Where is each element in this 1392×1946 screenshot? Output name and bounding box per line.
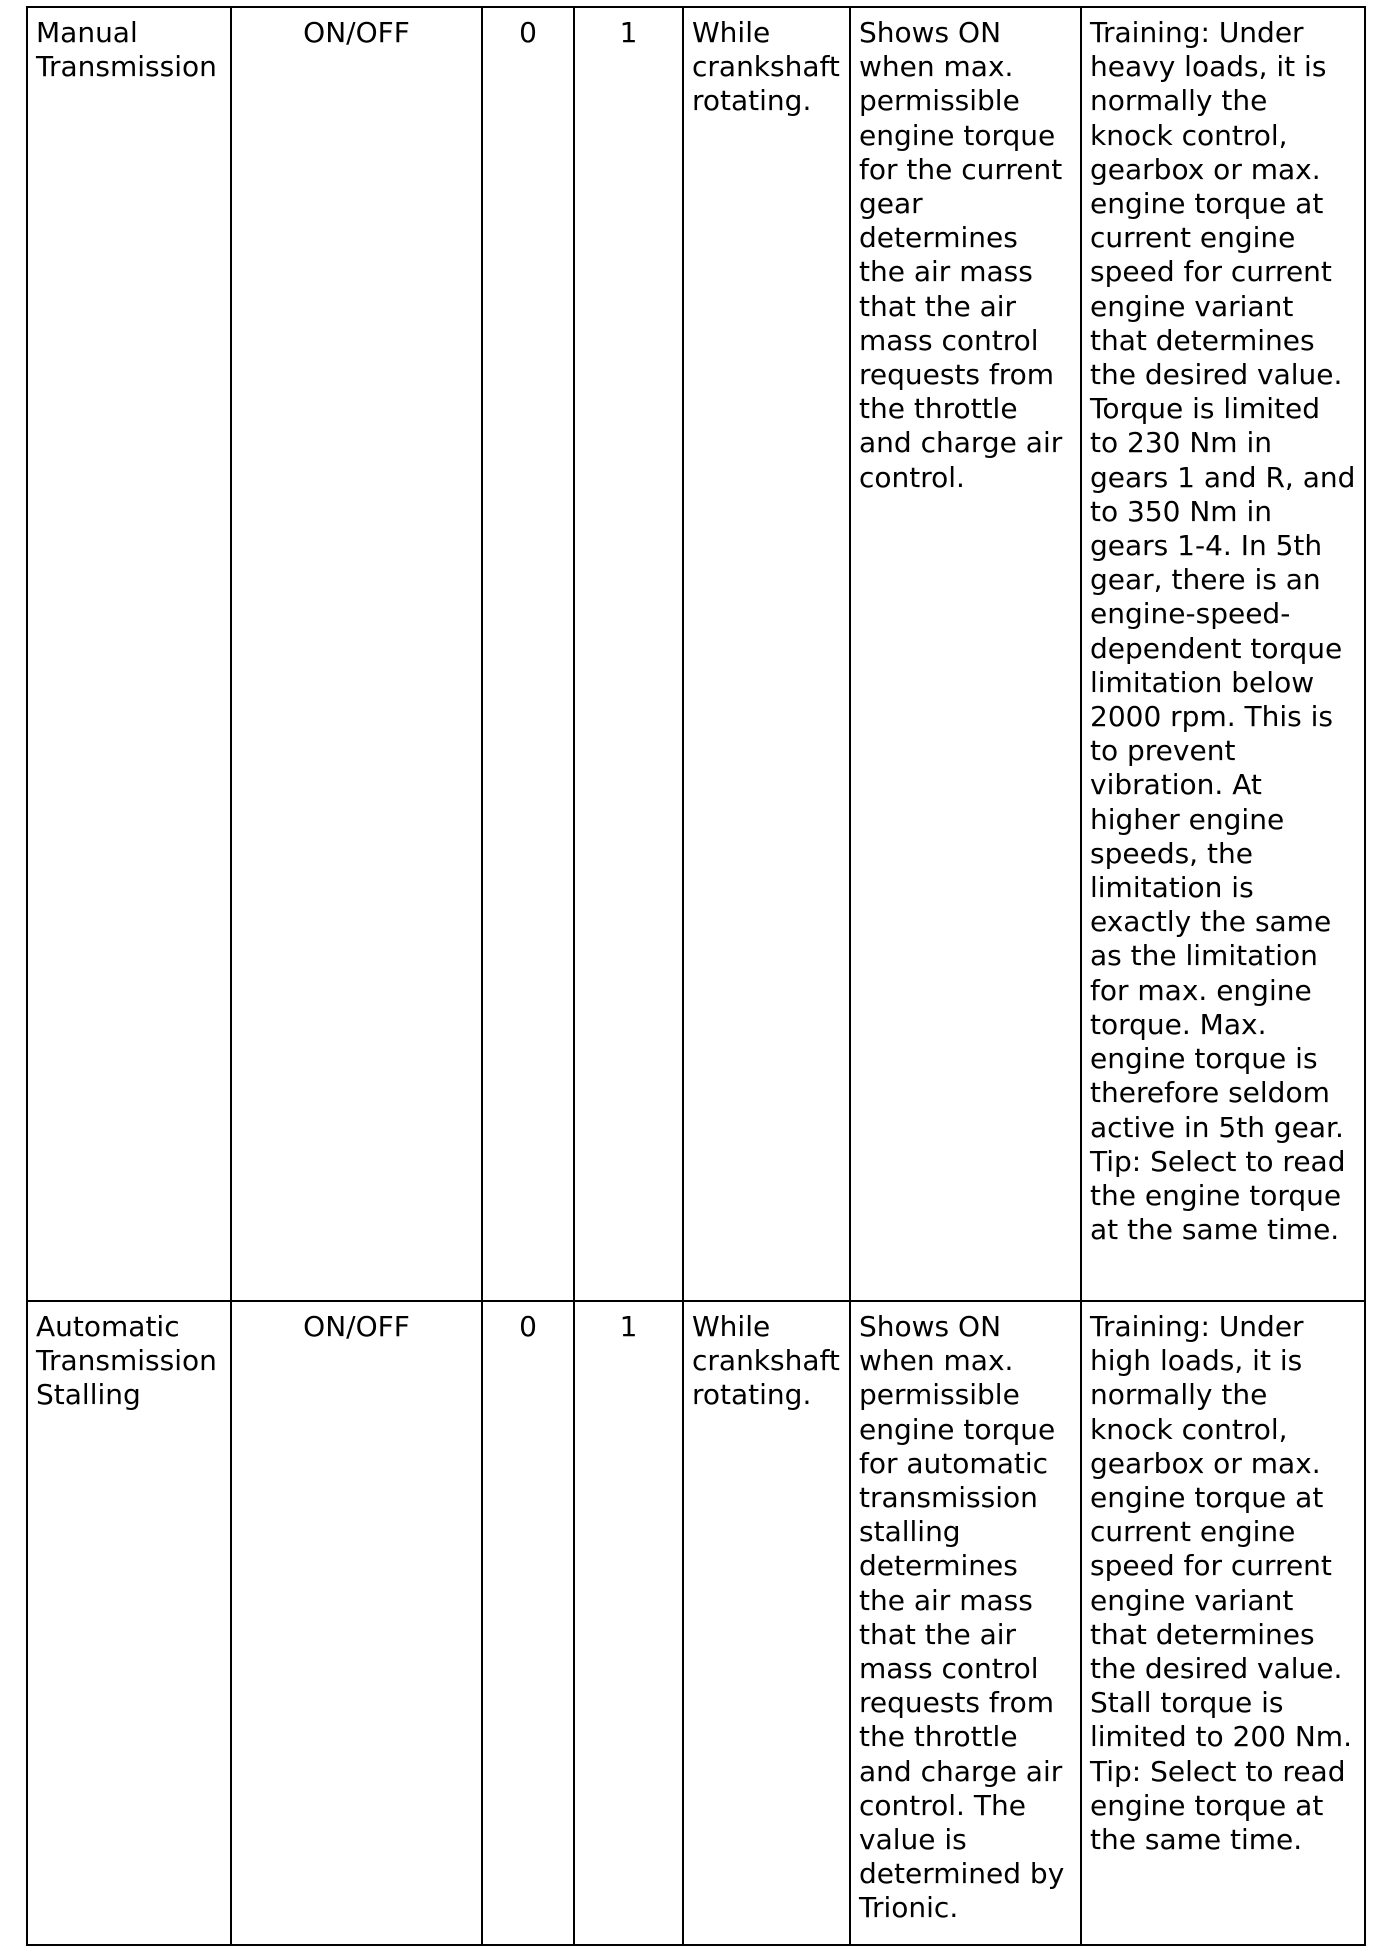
parameter-name-cell: Manual Transmission [27, 7, 231, 1301]
parameter-name-cell: Automatic Transmission Stalling [27, 1301, 231, 1945]
max-value-cell: 1 [574, 7, 683, 1301]
unit-cell: ON/OFF [231, 1301, 482, 1945]
notes-cell: Training: Under high loads, it is normally the knock control, gearbox or max. engine torque at current engine speed for current engine variant that determines the desired value. Stall torque is limited to 200 Nm. Tip: Select to read engine torque at the same time. [1081, 1301, 1365, 1945]
parameter-table [26, 6, 1366, 1946]
table-row [27, 7, 1365, 1301]
notes-cell: Training: Under heavy loads, it is normally the knock control, gearbox or max. engine torque at current engine speed for current engine variant that determines the desired value. Torque is limited to 230 Nm in gears 1 and R, and to 350 Nm in gears 1-4. In 5th gear, there is an engine-speed-dependent torque limitation below 2000 rpm. This is to prevent vibration. At higher engine speeds, the limitation is exactly the same as the limitation for max. engine torque. Max. engine torque is therefore seldom active in 5th gear. Tip: Select to read the engine torque at the same time. [1081, 7, 1365, 1301]
min-value-cell: 0 [482, 7, 574, 1301]
description-cell: Shows ON when max. permissible engine torque for the current gear determines the air mass that the air mass control requests from the throttle and charge air control. [850, 7, 1081, 1301]
unit-cell: ON/OFF [231, 7, 482, 1301]
condition-cell: While crankshaft rotating. [683, 1301, 850, 1945]
description-cell: Shows ON when max. permissible engine torque for automatic transmission stalling determines the air mass that the air mass control requests from the throttle and charge air control. The value is determined by Trionic. [850, 1301, 1081, 1945]
condition-cell: While crankshaft rotating. [683, 7, 850, 1301]
min-value-cell: 0 [482, 1301, 574, 1945]
max-value-cell: 1 [574, 1301, 683, 1945]
table-row [27, 1301, 1365, 1945]
